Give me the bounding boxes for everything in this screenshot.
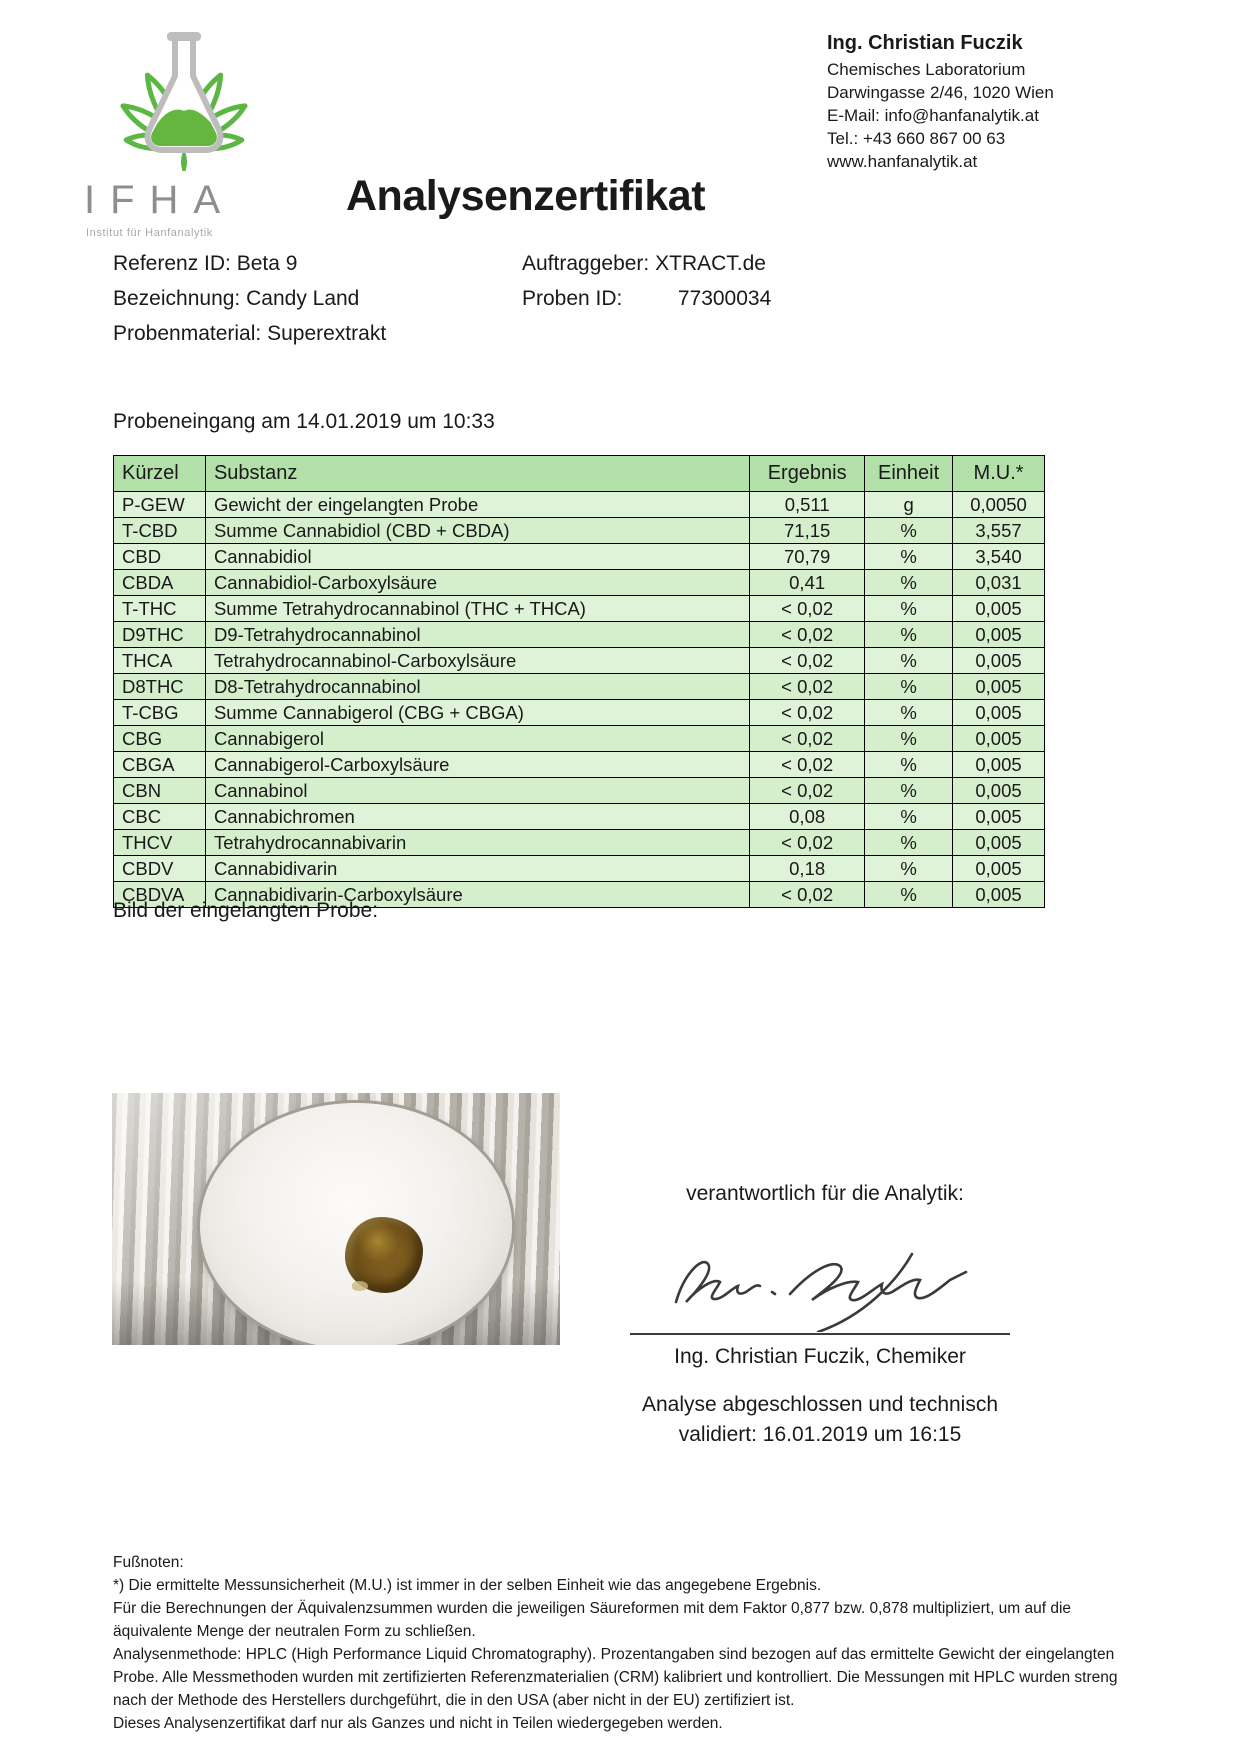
table-cell: % xyxy=(865,778,953,804)
table-cell: % xyxy=(865,674,953,700)
sample-info-left xyxy=(113,246,386,351)
results-table xyxy=(113,455,1045,908)
table-cell: 0,005 xyxy=(953,752,1045,778)
table-cell: Cannabichromen xyxy=(205,804,749,830)
column-header: Einheit xyxy=(865,456,953,492)
column-header: Substanz xyxy=(205,456,749,492)
table-row xyxy=(114,726,1045,752)
table-row xyxy=(114,648,1045,674)
footnote-line: Analysenmethode: HPLC (High Performance Liquid Chromatography). Prozentangaben sind bezogen auf das ermittelte Gewicht der eingelangten Probe. Alle Messmethoden wurden mit zertifizierten Referenzmaterialien (CRM) kalibriert und kontrolliert. Die Messungen mit HPLC wurden streng nach der Methode des Herstellers durchgeführt, die in den USA (aber nicht in der EU) zertifiziert ist. xyxy=(113,1646,1118,1709)
table-row xyxy=(114,518,1045,544)
lab-contact-phone: Tel.: +43 660 867 00 63 xyxy=(827,129,1006,148)
table-cell: < 0,02 xyxy=(750,700,865,726)
table-cell: T-CBG xyxy=(114,700,206,726)
signature-rule xyxy=(630,1333,1010,1335)
table-cell: CBD xyxy=(114,544,206,570)
responsible-label: verantwortlich für die Analytik: xyxy=(686,1182,964,1205)
table-row xyxy=(114,570,1045,596)
table-cell: % xyxy=(865,856,953,882)
table-row xyxy=(114,778,1045,804)
table-cell: Gewicht der eingelangten Probe xyxy=(205,492,749,518)
table-cell: 0,005 xyxy=(953,648,1045,674)
logo-acronym: IFHA xyxy=(84,178,236,222)
validation-line-2: validiert: 16.01.2019 um 16:15 xyxy=(678,1423,962,1446)
table-cell: % xyxy=(865,596,953,622)
table-cell: Summe Cannabigerol (CBG + CBGA) xyxy=(205,700,749,726)
table-cell: % xyxy=(865,804,953,830)
table-cell: 0,005 xyxy=(953,856,1045,882)
table-cell: 3,540 xyxy=(953,544,1045,570)
probenmaterial-value: Superextrakt xyxy=(267,322,387,345)
bezeichnung-value: Candy Land xyxy=(246,287,360,310)
table-cell: Cannabigerol xyxy=(205,726,749,752)
validation-text xyxy=(590,1390,1050,1450)
table-row xyxy=(114,544,1045,570)
table-cell: CBG xyxy=(114,726,206,752)
proben-id-value: 77300034 xyxy=(677,287,772,310)
table-cell: % xyxy=(865,830,953,856)
column-header: Kürzel xyxy=(114,456,206,492)
table-cell: < 0,02 xyxy=(750,882,865,908)
table-cell: < 0,02 xyxy=(750,752,865,778)
results-table-head-row xyxy=(114,456,1045,492)
table-cell: % xyxy=(865,648,953,674)
lab-contact-name: Ing. Christian Fuczik xyxy=(827,32,1023,54)
table-cell: CBDA xyxy=(114,570,206,596)
hemp-leaf-flask-icon xyxy=(62,26,307,171)
footnotes xyxy=(113,1551,1137,1735)
table-cell: Tetrahydrocannabivarin xyxy=(205,830,749,856)
table-cell: CBN xyxy=(114,778,206,804)
table-cell: 0,0050 xyxy=(953,492,1045,518)
table-cell: % xyxy=(865,882,953,908)
table-cell: Cannabidivarin xyxy=(205,856,749,882)
table-row xyxy=(114,622,1045,648)
table-cell: Summe Tetrahydrocannabinol (THC + THCA) xyxy=(205,596,749,622)
table-cell: T-THC xyxy=(114,596,206,622)
table-cell: P-GEW xyxy=(114,492,206,518)
table-cell: < 0,02 xyxy=(750,726,865,752)
table-cell: < 0,02 xyxy=(750,830,865,856)
table-row xyxy=(114,752,1045,778)
table-cell: 0,511 xyxy=(750,492,865,518)
table-cell: < 0,02 xyxy=(750,674,865,700)
table-cell: % xyxy=(865,622,953,648)
table-cell: D9THC xyxy=(114,622,206,648)
table-cell: % xyxy=(865,570,953,596)
table-cell: 0,18 xyxy=(750,856,865,882)
lab-contact-department: Chemisches Laboratorium xyxy=(827,60,1026,79)
referenz-id-label: Referenz ID: xyxy=(113,252,231,275)
table-cell: 0,005 xyxy=(953,622,1045,648)
photo-aluminum-pan xyxy=(200,1103,512,1345)
photo-caption: Bild der eingelangten Probe: xyxy=(113,899,379,922)
table-cell: Cannabidiol xyxy=(205,544,749,570)
table-cell: D8THC xyxy=(114,674,206,700)
table-row xyxy=(114,700,1045,726)
proben-id-line xyxy=(522,281,771,316)
footnote-line: Für die Berechnungen der Äquivalenzsummen wurden die jeweiligen Säureformen mit dem Faktor 0,877 bzw. 0,878 multipliziert, um auf die äquivalente Menge der neutralen Form zu schließen. xyxy=(113,1600,1072,1640)
table-cell: CBGA xyxy=(114,752,206,778)
table-cell: Cannabigerol-Carboxylsäure xyxy=(205,752,749,778)
sample-info-right xyxy=(522,246,771,316)
table-cell: Cannabidiol-Carboxylsäure xyxy=(205,570,749,596)
auftraggeber-value: XTRACT.de xyxy=(655,252,766,275)
column-header: M.U.* xyxy=(953,456,1045,492)
table-row xyxy=(114,674,1045,700)
table-cell: 0,005 xyxy=(953,596,1045,622)
table-cell: CBDV xyxy=(114,856,206,882)
footnotes-heading: Fußnoten: xyxy=(113,1554,184,1571)
table-cell: CBC xyxy=(114,804,206,830)
table-cell: D9-Tetrahydrocannabinol xyxy=(205,622,749,648)
lab-contact-block xyxy=(827,30,1054,173)
table-cell: % xyxy=(865,544,953,570)
table-cell: D8-Tetrahydrocannabinol xyxy=(205,674,749,700)
table-cell: 0,005 xyxy=(953,830,1045,856)
table-cell: % xyxy=(865,726,953,752)
signer-name: Ing. Christian Fuczik, Chemiker xyxy=(674,1345,966,1368)
auftraggeber-line xyxy=(522,246,771,281)
referenz-id-value: Beta 9 xyxy=(236,252,298,275)
table-row xyxy=(114,492,1045,518)
table-cell: Cannabinol xyxy=(205,778,749,804)
table-row xyxy=(114,596,1045,622)
table-row xyxy=(114,856,1045,882)
probenmaterial-line xyxy=(113,316,386,351)
table-cell: 3,557 xyxy=(953,518,1045,544)
table-cell: 0,031 xyxy=(953,570,1045,596)
table-cell: T-CBD xyxy=(114,518,206,544)
table-cell: 0,005 xyxy=(953,882,1045,908)
table-cell: < 0,02 xyxy=(750,596,865,622)
table-cell: 0,005 xyxy=(953,778,1045,804)
table-cell: THCA xyxy=(114,648,206,674)
probenmaterial-label: Probenmaterial: xyxy=(113,322,262,345)
sample-photo xyxy=(112,1093,560,1345)
table-cell: Summe Cannabidiol (CBD + CBDA) xyxy=(205,518,749,544)
table-cell: < 0,02 xyxy=(750,622,865,648)
table-cell: Tetrahydrocannabinol-Carboxylsäure xyxy=(205,648,749,674)
footnote-line: Dieses Analysenzertifikat darf nur als Ganzes und nicht in Teilen wiedergegeben werden. xyxy=(113,1715,723,1732)
table-cell: < 0,02 xyxy=(750,648,865,674)
table-cell: 0,005 xyxy=(953,804,1045,830)
table-cell: 71,15 xyxy=(750,518,865,544)
logo-tagline: Institut für Hanfanalytik xyxy=(86,227,213,239)
table-cell: 0,41 xyxy=(750,570,865,596)
signature-icon xyxy=(660,1232,1000,1332)
table-cell: 0,005 xyxy=(953,726,1045,752)
intake-line: Probeneingang am 14.01.2019 um 10:33 xyxy=(113,410,495,433)
lab-contact-website: www.hanfanalytik.at xyxy=(827,152,978,171)
photo-extract-crumb xyxy=(352,1281,368,1291)
table-cell: CBDVA xyxy=(114,882,206,908)
table-row xyxy=(114,830,1045,856)
auftraggeber-label: Auftraggeber: xyxy=(522,252,650,275)
table-cell: 0,005 xyxy=(953,674,1045,700)
table-cell: g xyxy=(865,492,953,518)
bezeichnung-line xyxy=(113,281,386,316)
table-cell: % xyxy=(865,518,953,544)
table-cell: 0,08 xyxy=(750,804,865,830)
lab-contact-address: Darwingasse 2/46, 1020 Wien xyxy=(827,83,1054,102)
lab-contact-email: E-Mail: info@hanfanalytik.at xyxy=(827,106,1039,125)
table-cell: < 0,02 xyxy=(750,778,865,804)
bezeichnung-label: Bezeichnung: xyxy=(113,287,241,310)
table-cell: 0,005 xyxy=(953,700,1045,726)
table-cell: THCV xyxy=(114,830,206,856)
table-cell: 70,79 xyxy=(750,544,865,570)
lab-logo xyxy=(62,26,332,239)
table-row xyxy=(114,804,1045,830)
page-title: Analysenzertifikat xyxy=(346,172,706,220)
table-cell: % xyxy=(865,752,953,778)
proben-id-label: Proben ID: xyxy=(522,287,623,310)
footnote-line: *) Die ermittelte Messunsicherheit (M.U.) ist immer in der selben Einheit wie das angegebene Ergebnis. xyxy=(113,1577,822,1594)
column-header: Ergebnis xyxy=(750,456,865,492)
table-cell: Cannabidivarin-Carboxylsäure xyxy=(205,882,749,908)
table-cell: % xyxy=(865,700,953,726)
referenz-id-line xyxy=(113,246,386,281)
validation-line-1: Analyse abgeschlossen und technisch xyxy=(641,1393,999,1416)
